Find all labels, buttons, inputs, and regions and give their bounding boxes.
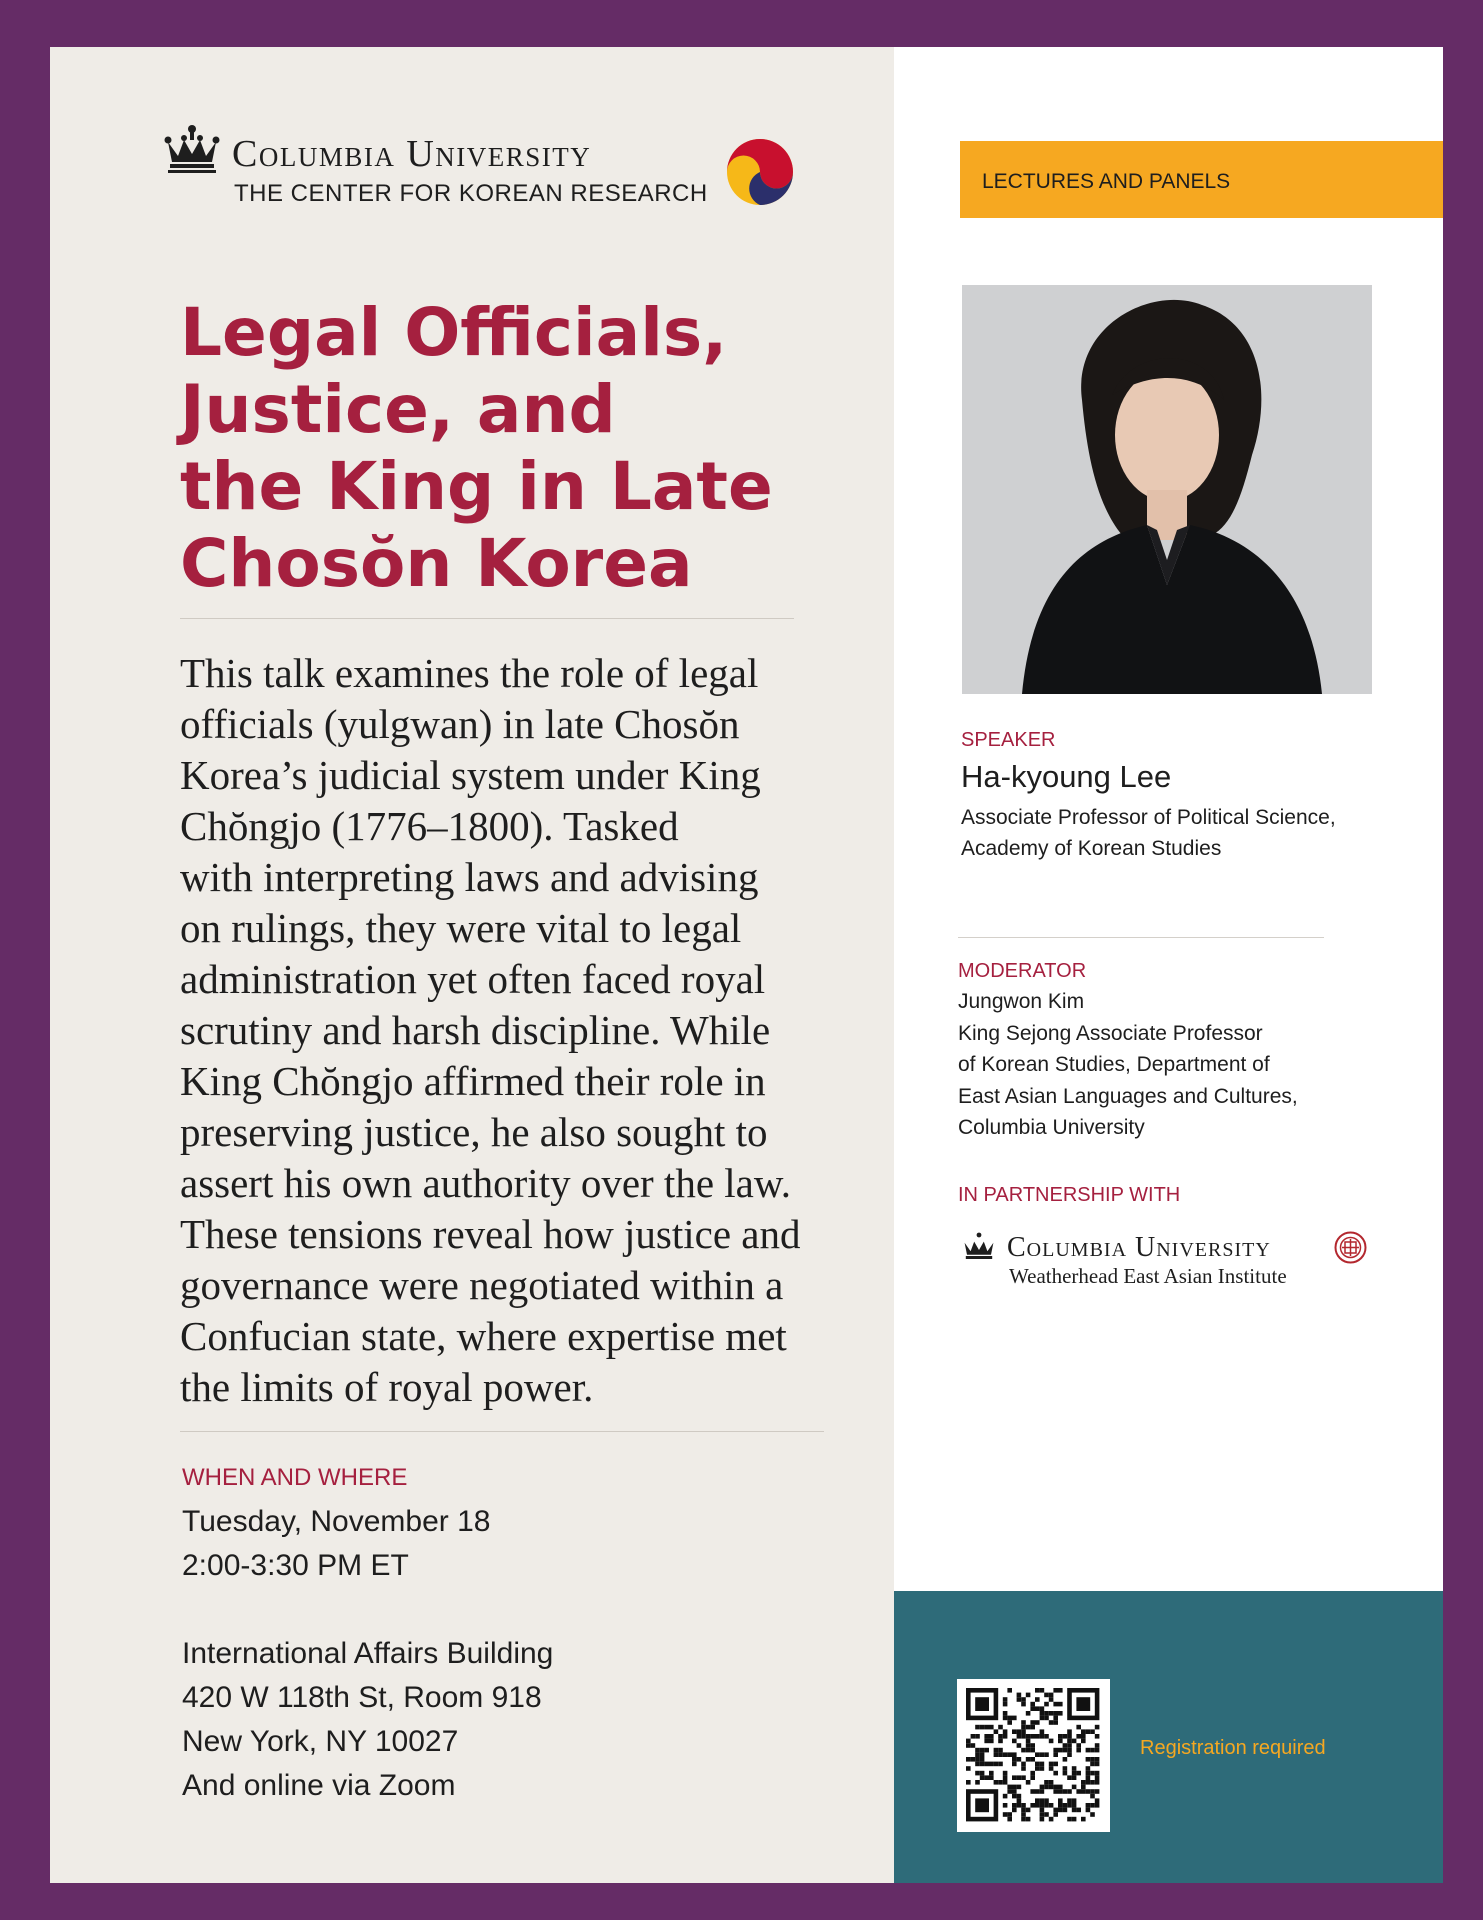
header-center-name: THE CENTER FOR KOREAN RESEARCH — [234, 180, 708, 207]
speaker-title — [961, 802, 1336, 864]
description-line: the limits of royal power. — [180, 1364, 594, 1410]
registration-required-label: Registration required — [1140, 1737, 1326, 1759]
when-where-details — [182, 1500, 553, 1808]
speaker-label: SPEAKER — [961, 729, 1056, 751]
description-line: on rulings, they were vital to legal — [180, 905, 742, 951]
moderator-line: East Asian Languages and Cultures, — [958, 1084, 1298, 1108]
moderator-line: Columbia University — [958, 1116, 1145, 1139]
partner-institute-name: Weatherhead East Asian Institute — [1009, 1264, 1287, 1288]
event-time: 2:00-3:30 PM ET — [182, 1549, 409, 1582]
speaker-photo — [962, 285, 1372, 694]
description-line: preserving justice, he also sought to — [180, 1109, 768, 1155]
description-line: Confucian state, where expertise met — [180, 1313, 787, 1359]
taeguk-icon — [725, 137, 795, 207]
title-divider — [180, 618, 794, 619]
speaker-name: Ha-kyoung Lee — [961, 759, 1172, 794]
when-where-label: WHEN AND WHERE — [182, 1464, 408, 1491]
description-line: This talk examines the role of legal — [180, 650, 759, 696]
moderator-line: King Sejong Associate Professor — [958, 1021, 1263, 1045]
event-address: 420 W 118th St, Room 918 — [182, 1681, 542, 1714]
event-city: New York, NY 10027 — [182, 1725, 459, 1758]
event-venue: International Affairs Building — [182, 1637, 554, 1670]
weai-seal-icon — [1334, 1231, 1367, 1264]
speaker-title-line: Associate Professor of Political Science, — [961, 806, 1336, 829]
title-line: Chosŏn Korea — [180, 525, 693, 602]
event-title — [180, 294, 820, 602]
moderator-info — [958, 986, 1298, 1144]
moderator-label: MODERATOR — [958, 960, 1087, 982]
columbia-crown-icon — [960, 1232, 998, 1262]
category-label: LECTURES AND PANELS — [982, 170, 1231, 193]
partner-org-name: Columbia University — [1007, 1232, 1271, 1263]
moderator-line: Jungwon Kim — [958, 990, 1085, 1013]
description-line: officials (yulgwan) in late Chosŏn — [180, 701, 740, 747]
event-date: Tuesday, November 18 — [182, 1505, 491, 1538]
speaker-divider — [958, 937, 1324, 938]
moderator-line: of Korean Studies, Department of — [958, 1053, 1270, 1076]
event-online: And online via Zoom — [182, 1769, 456, 1802]
qr-code-icon[interactable] — [957, 1679, 1110, 1832]
description-line: governance were negotiated within a — [180, 1262, 784, 1308]
description-line: Korea’s judicial system under King — [180, 752, 761, 798]
description-line: with interpreting laws and advising — [180, 854, 759, 900]
description-line: Chŏngjo (1776–1800). Tasked — [180, 803, 679, 849]
columbia-crown-icon — [164, 124, 220, 174]
title-line: Justice, and — [180, 371, 616, 448]
title-line: Legal Officials, — [180, 294, 728, 371]
speaker-title-line: Academy of Korean Studies — [961, 837, 1222, 860]
title-line: the King in Late — [180, 448, 773, 525]
description-line: King Chŏngjo affirmed their role in — [180, 1058, 766, 1104]
description-line: administration yet often faced royal — [180, 956, 766, 1002]
header-org-name: Columbia University — [232, 133, 592, 175]
description-line: These tensions reveal how justice and — [180, 1211, 801, 1257]
description-line: assert his own authority over the law. — [180, 1160, 792, 1206]
description-line: scrutiny and harsh discipline. While — [180, 1007, 771, 1053]
partner-label: IN PARTNERSHIP WITH — [958, 1184, 1181, 1206]
event-description — [180, 648, 825, 1413]
description-divider — [180, 1431, 824, 1432]
